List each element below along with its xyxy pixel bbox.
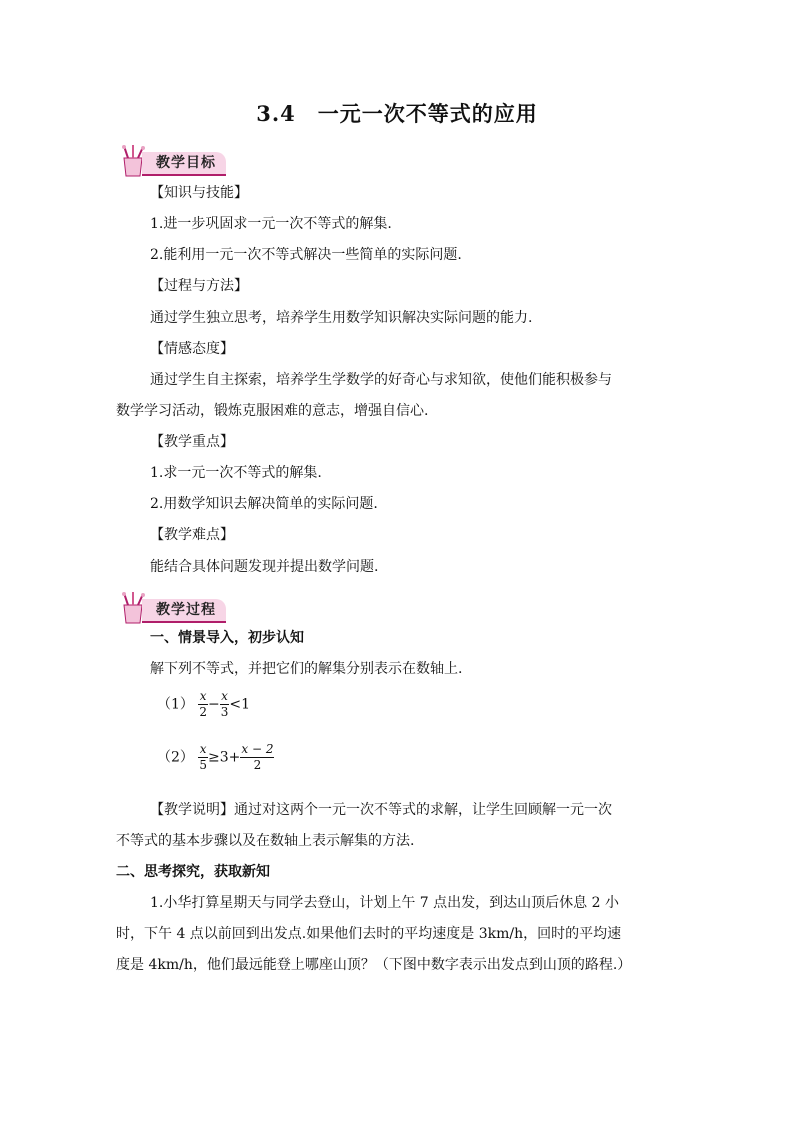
question-1-line-1: 1.小华打算星期天与同学去登山，计划上午 7 点出发，到达山顶后休息 2 小 (150, 895, 619, 911)
inequality-1-label: （1） (157, 696, 194, 713)
inequality-2-label: （2） (157, 749, 194, 766)
emotion-text-line-1: 通过学生自主探索，培养学生学数学的好奇心与求知欲，使他们能积极参与 (150, 372, 612, 388)
fraction: $\frac{x}{2}$ (199, 689, 208, 719)
key-point-2: 2.用数学知识去解决简单的实际问题. (150, 496, 378, 512)
inequality-2: （2） $\frac{x}{5}$ ≥3+ $\frac{x - 2}{2}$ (157, 742, 274, 772)
page-title (0, 98, 794, 128)
title-text: 一元一次不等式的应用 (317, 101, 538, 126)
step-2-heading: 二、思考探究，获取新知 (116, 864, 270, 880)
title-number: 3.4 (256, 101, 296, 126)
step-1-heading: 一、情景导入，初步认知 (150, 630, 304, 646)
section-label-goals: 教学目标 (142, 152, 226, 176)
fraction: $\frac{x}{5}$ (199, 742, 208, 772)
key-points-heading: 【教学重点】 (150, 434, 234, 450)
process-method-heading: 【过程与方法】 (150, 278, 248, 294)
emotion-text-line-2: 数学学习活动，锻炼克服困难的意志，增强自信心. (116, 403, 429, 419)
emotion-heading: 【情感态度】 (150, 341, 234, 357)
difficulty-heading: 【教学难点】 (150, 527, 234, 543)
teaching-note-line-1: 【教学说明】通过对这两个一元一次不等式的求解，让学生回顾解一元一次 (150, 802, 612, 818)
key-point-1: 1.求一元一次不等式的解集. (150, 465, 322, 481)
question-1-line-3: 度是 4km/h，他们最远能登上哪座山顶？（下图中数字表示出发点到山顶的路程.） (116, 957, 632, 973)
section-heading-goals (116, 144, 256, 178)
process-method-text: 通过学生独立思考，培养学生用数学知识解决实际问题的能力. (150, 310, 533, 326)
knowledge-item-2: 2.能利用一元一次不等式解决一些简单的实际问题. (150, 247, 462, 263)
section-label-process: 教学过程 (142, 599, 226, 623)
fraction: $\frac{x}{3}$ (220, 689, 229, 719)
section-heading-process (116, 591, 256, 625)
difficulty-text: 能结合具体问题发现并提出数学问题. (150, 559, 379, 575)
fraction: $\frac{x - 2}{2}$ (241, 742, 274, 772)
teaching-note-line-2: 不等式的基本步骤以及在数轴上表示解集的方法. (116, 833, 415, 849)
knowledge-item-1: 1.进一步巩固求一元一次不等式的解集. (150, 216, 392, 232)
step-1-intro: 解下列不等式，并把它们的解集分别表示在数轴上. (150, 661, 463, 677)
question-1-line-2: 时，下午 4 点以前回到出发点.如果他们去时的平均速度是 3km/h，回时的平均速 (116, 926, 622, 942)
inequality-1: （1） $\frac{x}{2}$ − $\frac{x}{3}$ <1 (157, 689, 251, 719)
knowledge-heading: 【知识与技能】 (150, 185, 248, 201)
